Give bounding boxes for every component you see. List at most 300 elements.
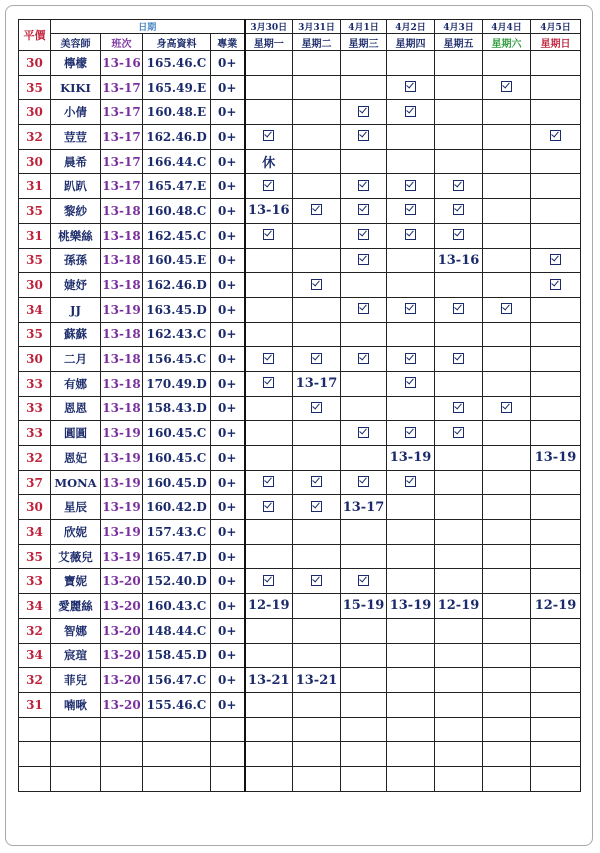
day-cell — [435, 51, 483, 76]
day-cell — [531, 470, 581, 495]
stylist-name: 黎紗 — [51, 199, 101, 224]
day-cell — [293, 421, 341, 446]
day-cell — [483, 322, 531, 347]
day-cell — [387, 174, 435, 199]
checkbox-checked-icon — [453, 229, 464, 240]
day-cell: 13-19 — [387, 594, 435, 619]
avg-score: 33 — [19, 421, 51, 446]
checkbox-checked-icon — [405, 353, 416, 364]
day-cell — [293, 174, 341, 199]
body-info: 162.43.C — [143, 322, 211, 347]
checkbox-checked-icon — [311, 575, 322, 586]
day-cell — [435, 223, 483, 248]
day-cell — [483, 100, 531, 125]
checkbox-checked-icon — [405, 81, 416, 92]
stylist-name: MONA — [51, 470, 101, 495]
checkbox-checked-icon — [358, 353, 369, 364]
shift-time: 13-20 — [101, 594, 143, 619]
table-row — [19, 643, 581, 668]
checkbox-checked-icon — [358, 130, 369, 141]
day-cell — [387, 470, 435, 495]
day-cell — [245, 396, 293, 421]
avg-score: 35 — [19, 75, 51, 100]
avg-score: 30 — [19, 347, 51, 372]
body-info: 148.44.C — [143, 618, 211, 643]
pro-level: 0+ — [211, 149, 245, 174]
table-row — [19, 470, 581, 495]
day-cell — [483, 273, 531, 298]
body-info: 160.42.D — [143, 495, 211, 520]
day-cell — [435, 273, 483, 298]
day-cell — [387, 668, 435, 693]
day-cell — [293, 520, 341, 545]
day-cell — [341, 421, 387, 446]
pro-level: 0+ — [211, 668, 245, 693]
day-cell — [435, 569, 483, 594]
empty-cell — [245, 766, 293, 791]
weekday-header: 星期五 — [435, 34, 483, 51]
day-cell — [341, 643, 387, 668]
pro-level: 0+ — [211, 421, 245, 446]
empty-cell — [245, 717, 293, 742]
day-cell — [483, 371, 531, 396]
empty-cell — [19, 717, 51, 742]
day-cell — [245, 223, 293, 248]
checkbox-checked-icon — [358, 229, 369, 240]
day-cell — [531, 544, 581, 569]
table-row — [19, 297, 581, 322]
day-cell — [387, 371, 435, 396]
weekday-header-saturday: 星期六 — [483, 34, 531, 51]
empty-cell — [101, 742, 143, 767]
day-cell — [483, 470, 531, 495]
checkbox-checked-icon — [358, 254, 369, 265]
pro-level: 0+ — [211, 371, 245, 396]
avg-score: 30 — [19, 51, 51, 76]
day-cell — [341, 273, 387, 298]
day-cell — [435, 125, 483, 150]
day-cell: 13-21 — [293, 668, 341, 693]
day-cell — [435, 371, 483, 396]
empty-cell — [19, 742, 51, 767]
table-row — [19, 495, 581, 520]
day-cell — [341, 297, 387, 322]
empty-cell — [143, 717, 211, 742]
day-cell — [245, 347, 293, 372]
checkbox-checked-icon — [405, 204, 416, 215]
day-cell — [531, 618, 581, 643]
pro-level: 0+ — [211, 248, 245, 273]
body-info: 160.48.C — [143, 199, 211, 224]
table-row — [19, 273, 581, 298]
day-cell — [341, 569, 387, 594]
day-cell — [483, 75, 531, 100]
shift-time: 13-19 — [101, 297, 143, 322]
shift-time: 13-18 — [101, 273, 143, 298]
date-header: 4月1日 — [341, 20, 387, 34]
blank-row — [19, 766, 581, 791]
table-row — [19, 594, 581, 619]
checkbox-checked-icon — [358, 427, 369, 438]
date-header: 3月31日 — [293, 20, 341, 34]
pro-level: 0+ — [211, 643, 245, 668]
avg-score: 34 — [19, 297, 51, 322]
shift-time: 13-17 — [101, 75, 143, 100]
day-cell — [435, 421, 483, 446]
day-cell — [341, 100, 387, 125]
day-cell — [387, 149, 435, 174]
avg-score: 34 — [19, 520, 51, 545]
checkbox-checked-icon — [263, 353, 274, 364]
body-info: 160.43.C — [143, 594, 211, 619]
shift-time: 13-18 — [101, 347, 143, 372]
day-cell — [387, 51, 435, 76]
table-row — [19, 520, 581, 545]
checkbox-checked-icon — [358, 106, 369, 117]
body-info: 160.45.C — [143, 446, 211, 471]
table-row — [19, 100, 581, 125]
day-cell — [293, 297, 341, 322]
day-cell — [531, 297, 581, 322]
day-cell: 12-19 — [245, 594, 293, 619]
checkbox-checked-icon — [405, 180, 416, 191]
body-info: 165.49.E — [143, 75, 211, 100]
checkbox-checked-icon — [550, 279, 561, 290]
header-row-columns — [19, 34, 581, 51]
empty-cell — [483, 766, 531, 791]
shift-time: 13-17 — [101, 149, 143, 174]
day-cell — [531, 520, 581, 545]
shift-time: 13-20 — [101, 692, 143, 717]
day-cell: 12-19 — [531, 594, 581, 619]
table-row — [19, 347, 581, 372]
day-cell — [531, 322, 581, 347]
empty-cell — [483, 717, 531, 742]
empty-cell — [211, 742, 245, 767]
date-group-header: 日期 — [51, 20, 245, 34]
stylist-name: 檸檬 — [51, 51, 101, 76]
day-cell — [387, 322, 435, 347]
day-cell — [387, 248, 435, 273]
table-row — [19, 248, 581, 273]
shift-time: 13-16 — [101, 51, 143, 76]
checkbox-checked-icon — [358, 303, 369, 314]
weekday-header: 星期四 — [387, 34, 435, 51]
date-header: 4月5日 — [531, 20, 581, 34]
day-cell — [531, 396, 581, 421]
pro-level: 0+ — [211, 51, 245, 76]
day-cell — [245, 643, 293, 668]
body-info: 163.45.D — [143, 297, 211, 322]
day-cell — [435, 618, 483, 643]
day-cell — [483, 569, 531, 594]
table-row — [19, 51, 581, 76]
checkbox-checked-icon — [263, 476, 274, 487]
blank-row — [19, 717, 581, 742]
day-cell — [341, 470, 387, 495]
empty-cell — [387, 766, 435, 791]
day-cell — [293, 149, 341, 174]
avg-score: 30 — [19, 273, 51, 298]
checkbox-checked-icon — [550, 130, 561, 141]
body-info: 157.43.C — [143, 520, 211, 545]
stylist-name: 孫孫 — [51, 248, 101, 273]
day-cell — [341, 618, 387, 643]
day-cell — [531, 692, 581, 717]
empty-cell — [19, 766, 51, 791]
body-info: 162.46.D — [143, 273, 211, 298]
stylist-name: 喃啾 — [51, 692, 101, 717]
day-cell — [341, 544, 387, 569]
table-row — [19, 618, 581, 643]
day-cell — [531, 421, 581, 446]
checkbox-checked-icon — [263, 501, 274, 512]
body-info: 165.47.D — [143, 544, 211, 569]
day-cell — [387, 125, 435, 150]
checkbox-checked-icon — [453, 353, 464, 364]
day-cell — [387, 273, 435, 298]
body-info: 156.45.C — [143, 347, 211, 372]
body-info: 166.44.C — [143, 149, 211, 174]
checkbox-checked-icon — [405, 377, 416, 388]
avg-score: 32 — [19, 125, 51, 150]
shift-time: 13-19 — [101, 520, 143, 545]
stylist-name: 趴趴 — [51, 174, 101, 199]
date-header: 4月4日 — [483, 20, 531, 34]
day-cell — [341, 248, 387, 273]
column-header-info: 身高資料 — [143, 34, 211, 51]
pro-level: 0+ — [211, 100, 245, 125]
day-cell — [293, 51, 341, 76]
empty-cell — [293, 717, 341, 742]
stylist-name: 荳荳 — [51, 125, 101, 150]
day-cell — [245, 100, 293, 125]
checkbox-checked-icon — [263, 575, 274, 586]
day-cell — [483, 520, 531, 545]
day-cell — [531, 100, 581, 125]
day-cell — [387, 569, 435, 594]
day-cell — [435, 520, 483, 545]
empty-cell — [211, 766, 245, 791]
empty-cell — [435, 766, 483, 791]
day-cell — [387, 495, 435, 520]
day-cell — [435, 149, 483, 174]
shift-time: 13-18 — [101, 396, 143, 421]
avg-score: 35 — [19, 199, 51, 224]
empty-cell — [211, 717, 245, 742]
day-cell — [435, 495, 483, 520]
day-cell — [245, 297, 293, 322]
shift-time: 13-20 — [101, 618, 143, 643]
body-info: 162.46.D — [143, 125, 211, 150]
day-cell — [483, 692, 531, 717]
day-cell — [531, 174, 581, 199]
day-cell — [435, 322, 483, 347]
shift-time: 13-18 — [101, 223, 143, 248]
day-cell — [483, 643, 531, 668]
table-row — [19, 692, 581, 717]
pro-level: 0+ — [211, 692, 245, 717]
day-cell — [387, 199, 435, 224]
checkbox-checked-icon — [311, 501, 322, 512]
column-header-stylist: 美容師 — [51, 34, 101, 51]
weekday-header-sunday: 星期日 — [531, 34, 581, 51]
checkbox-checked-icon — [358, 204, 369, 215]
checkbox-checked-icon — [358, 180, 369, 191]
table-row — [19, 322, 581, 347]
day-cell — [387, 223, 435, 248]
day-cell — [387, 396, 435, 421]
pro-level: 0+ — [211, 199, 245, 224]
table-row — [19, 446, 581, 471]
day-cell — [293, 643, 341, 668]
day-cell — [483, 495, 531, 520]
checkbox-checked-icon — [311, 476, 322, 487]
stylist-name: 智娜 — [51, 618, 101, 643]
checkbox-checked-icon — [405, 106, 416, 117]
day-cell — [483, 446, 531, 471]
avg-score: 33 — [19, 396, 51, 421]
day-cell — [531, 495, 581, 520]
day-cell — [293, 692, 341, 717]
shift-time: 13-19 — [101, 421, 143, 446]
body-info: 165.46.C — [143, 51, 211, 76]
avg-score: 37 — [19, 470, 51, 495]
empty-cell — [341, 742, 387, 767]
stylist-name: KIKI — [51, 75, 101, 100]
day-cell — [245, 495, 293, 520]
pro-level: 0+ — [211, 520, 245, 545]
day-cell — [245, 248, 293, 273]
day-cell — [341, 51, 387, 76]
checkbox-checked-icon — [358, 575, 369, 586]
day-cell — [293, 100, 341, 125]
day-cell — [245, 470, 293, 495]
stylist-name: 桃樂絲 — [51, 223, 101, 248]
day-cell — [293, 470, 341, 495]
day-cell — [293, 618, 341, 643]
day-cell — [483, 396, 531, 421]
day-cell — [387, 347, 435, 372]
table-row — [19, 421, 581, 446]
day-cell — [483, 668, 531, 693]
empty-cell — [143, 766, 211, 791]
checkbox-checked-icon — [311, 402, 322, 413]
stylist-name: 艾薇兒 — [51, 544, 101, 569]
day-cell — [435, 668, 483, 693]
avg-score: 32 — [19, 618, 51, 643]
day-cell — [341, 692, 387, 717]
body-info: 165.47.E — [143, 174, 211, 199]
avg-score: 34 — [19, 594, 51, 619]
body-info: 156.47.C — [143, 668, 211, 693]
day-cell — [341, 520, 387, 545]
day-cell: 休 — [245, 149, 293, 174]
body-info: 152.40.D — [143, 569, 211, 594]
body-info: 155.46.C — [143, 692, 211, 717]
checkbox-checked-icon — [311, 279, 322, 290]
day-cell — [341, 371, 387, 396]
day-cell — [245, 273, 293, 298]
shift-time: 13-19 — [101, 470, 143, 495]
day-cell — [531, 347, 581, 372]
day-cell — [483, 199, 531, 224]
checkbox-checked-icon — [405, 427, 416, 438]
checkbox-checked-icon — [501, 303, 512, 314]
day-cell — [531, 371, 581, 396]
day-cell: 13-17 — [293, 371, 341, 396]
day-cell — [341, 668, 387, 693]
schedule-table — [18, 19, 581, 792]
empty-cell — [387, 717, 435, 742]
day-cell — [293, 223, 341, 248]
shift-time: 13-17 — [101, 174, 143, 199]
day-cell — [483, 125, 531, 150]
table-row — [19, 223, 581, 248]
shift-time: 13-19 — [101, 446, 143, 471]
day-cell: 15-19 — [341, 594, 387, 619]
table-row — [19, 174, 581, 199]
empty-cell — [435, 742, 483, 767]
weekday-header: 星期二 — [293, 34, 341, 51]
day-cell: 13-16 — [435, 248, 483, 273]
day-cell — [341, 223, 387, 248]
day-cell — [293, 75, 341, 100]
day-cell — [293, 248, 341, 273]
checkbox-checked-icon — [550, 254, 561, 265]
day-cell — [341, 199, 387, 224]
pro-level: 0+ — [211, 322, 245, 347]
checkbox-checked-icon — [263, 229, 274, 240]
stylist-name: 宸瑄 — [51, 643, 101, 668]
day-cell — [531, 248, 581, 273]
stylist-name: 愛麗絲 — [51, 594, 101, 619]
day-cell — [435, 174, 483, 199]
table-row — [19, 396, 581, 421]
checkbox-checked-icon — [405, 476, 416, 487]
day-cell — [531, 75, 581, 100]
day-cell — [531, 223, 581, 248]
day-cell — [483, 51, 531, 76]
pro-level: 0+ — [211, 446, 245, 471]
day-cell — [293, 125, 341, 150]
stylist-name: 欣妮 — [51, 520, 101, 545]
day-cell: 13-19 — [531, 446, 581, 471]
stylist-name: 二月 — [51, 347, 101, 372]
day-cell — [245, 692, 293, 717]
column-header-shift: 班次 — [101, 34, 143, 51]
day-cell — [483, 149, 531, 174]
stylist-name: 恩妃 — [51, 446, 101, 471]
day-cell — [245, 125, 293, 150]
checkbox-checked-icon — [501, 81, 512, 92]
empty-cell — [101, 717, 143, 742]
table-row — [19, 149, 581, 174]
shift-time: 13-18 — [101, 322, 143, 347]
day-cell — [293, 396, 341, 421]
pro-level: 0+ — [211, 470, 245, 495]
avg-score: 30 — [19, 495, 51, 520]
body-info: 160.45.D — [143, 470, 211, 495]
day-cell — [435, 446, 483, 471]
day-cell — [293, 446, 341, 471]
stylist-name: 寶妮 — [51, 569, 101, 594]
day-cell — [483, 347, 531, 372]
day-cell: 13-19 — [387, 446, 435, 471]
day-cell — [293, 322, 341, 347]
avg-header: 平價 — [19, 20, 51, 51]
stylist-name: 有娜 — [51, 371, 101, 396]
